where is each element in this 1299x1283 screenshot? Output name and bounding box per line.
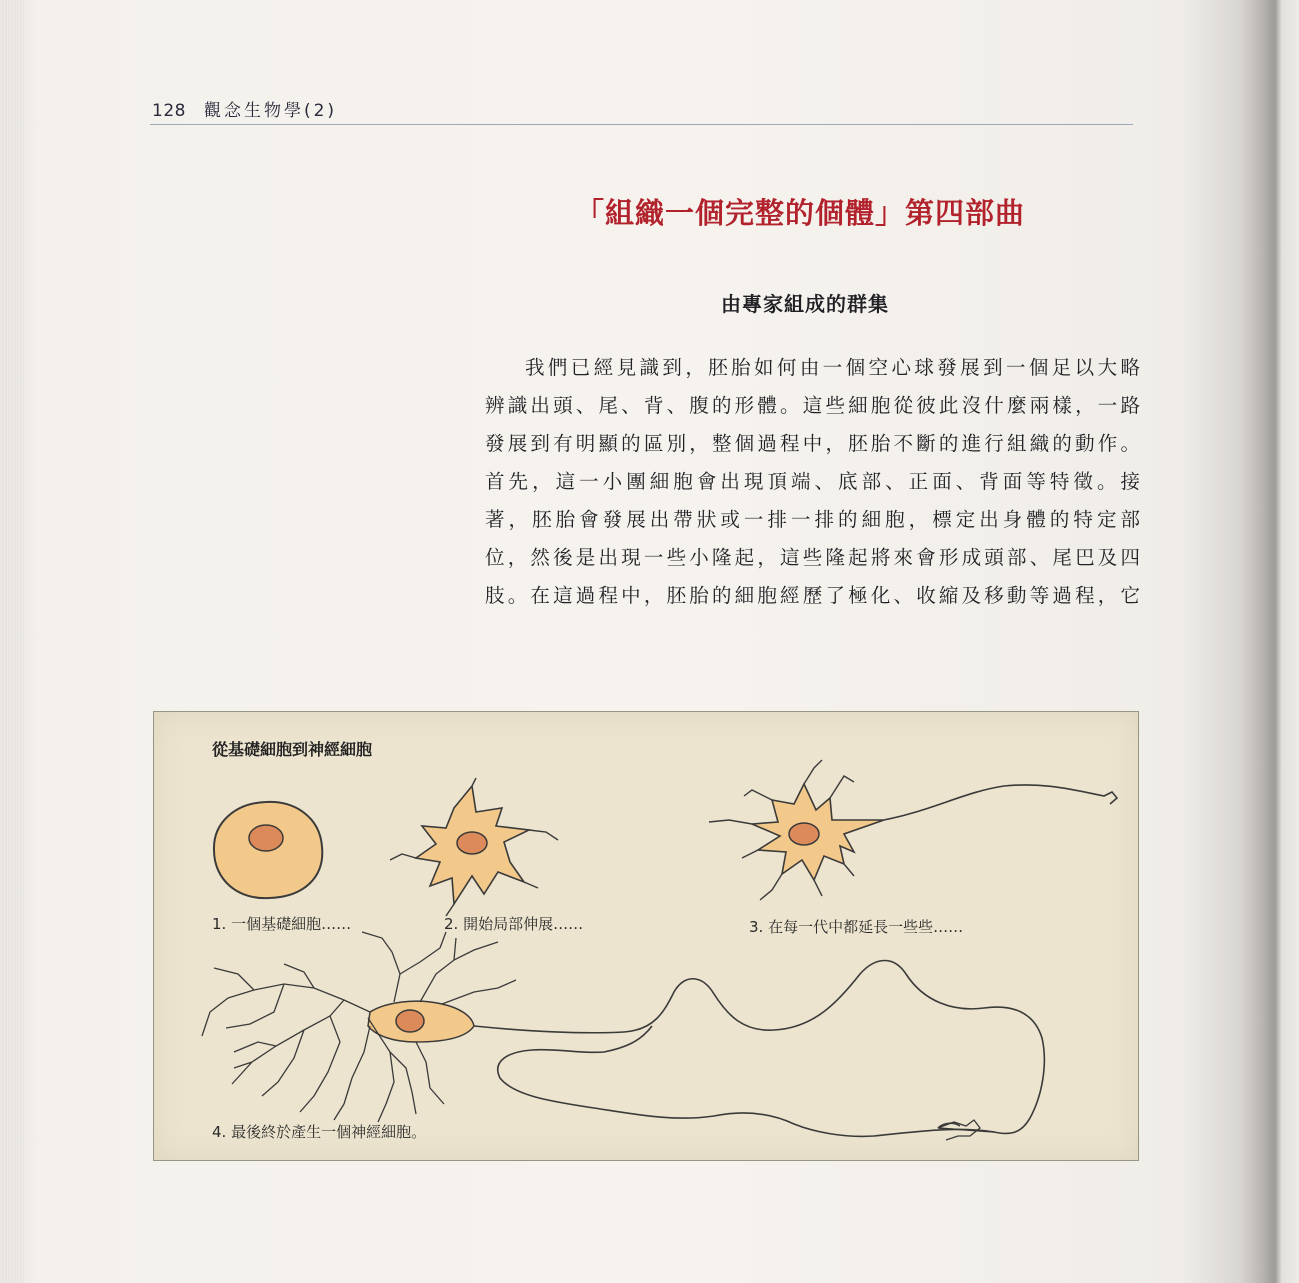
body-line: 肢。在這過程中，胚胎的細胞經歷了極化、收縮及移動等過程，它 <box>485 584 1140 607</box>
body-line: 發展到有明顯的區別，整個過程中，胚胎不斷的進行組織的動作。 <box>485 432 1140 455</box>
body-line: 位，然後是出現一些小隆起，這些隆起將來會形成頭部、尾巴及四 <box>485 546 1140 569</box>
neuron-illustration <box>154 712 1138 1160</box>
body-line: 首先，這一小團細胞會出現頂端、底部、正面、背面等特徵。接 <box>485 470 1140 493</box>
neuron-figure <box>153 711 1139 1161</box>
extending-cell <box>390 778 558 916</box>
page-edge-shading <box>0 0 24 1283</box>
body-paragraph <box>485 349 1140 615</box>
section-title: 「組織一個完整的個體」第四部曲 <box>574 196 1025 230</box>
body-line: 辨識出頭、尾、背、腹的形體。這些細胞從彼此沒什麼兩樣，一路 <box>485 394 1140 417</box>
caption-stage-1: 1. 一個基礎細胞…… <box>212 915 352 933</box>
caption-stage-3: 3. 在每一代中都延長一些些…… <box>749 918 964 936</box>
figure-title: 從基礎細胞到神經細胞 <box>212 740 373 759</box>
elongating-cell <box>709 760 1117 900</box>
running-head <box>152 96 337 122</box>
basic-cell <box>214 802 322 898</box>
body-line: 著，胚胎會發展出帶狀或一排一排的細胞，標定出身體的特定部 <box>485 508 1140 531</box>
subsection-title: 由專家組成的群集 <box>721 292 889 316</box>
header-rule <box>150 124 1133 125</box>
body-line: 我們已經見識到，胚胎如何由一個空心球發展到一個足以大略 <box>525 356 1140 379</box>
page-number: 128 <box>152 101 186 121</box>
book-title: 觀念生物學(2) <box>203 101 338 121</box>
caption-stage-2: 2. 開始局部伸展…… <box>444 915 584 933</box>
mature-neuron <box>202 932 1044 1140</box>
caption-stage-4: 4. 最後終於產生一個神經細胞。 <box>212 1123 427 1141</box>
